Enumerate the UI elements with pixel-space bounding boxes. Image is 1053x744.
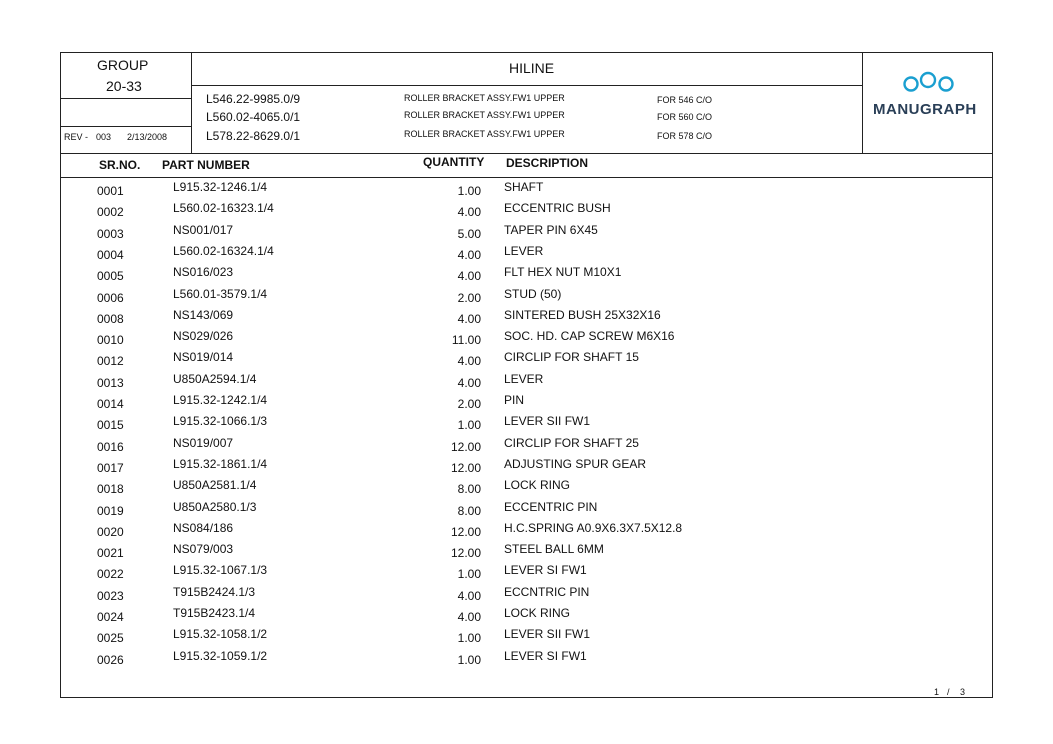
cell-quantity: 1.00 [457,631,481,646]
assembly-description: ROLLER BRACKET ASSY.FW1 UPPER [404,110,565,120]
title-divider [191,85,862,86]
cell-part-number: U850A2580.1/3 [173,499,257,514]
table-row [61,478,994,499]
cell-srno: 0012 [97,354,124,369]
table-row [61,606,994,627]
cell-srno: 0005 [97,269,124,284]
cell-srno: 0002 [97,205,124,220]
cell-description: ECCNTRIC PIN [504,584,590,599]
cell-part-number: L915.32-1861.1/4 [173,456,268,471]
cell-srno: 0006 [97,290,124,305]
assembly-part-number: L578.22-8629.0/1 [206,129,301,143]
column-header-srno: SR.NO. [99,158,141,172]
table-row [61,585,994,606]
cell-description: CIRCLIP FOR SHAFT 25 [504,435,639,450]
cell-srno: 0014 [97,397,124,411]
cell-description: LEVER [504,243,544,258]
column-header-description: DESCRIPTION [506,156,589,170]
cell-part-number: NS001/017 [173,222,234,237]
cell-description: STUD (50) [504,286,562,301]
group-value: 20-33 [106,78,142,94]
cell-quantity: 2.00 [457,397,481,411]
cell-part-number: L915.32-1242.1/4 [173,393,268,407]
cell-part-number: NS029/026 [173,329,234,344]
cell-srno: 0013 [97,375,124,390]
cell-quantity: 1.00 [457,652,481,667]
group-column-divider [191,53,192,153]
cell-part-number: NS084/186 [173,520,234,535]
cell-description: ADJUSTING SPUR GEAR [504,456,647,471]
cell-part-number: T915B2424.1/3 [173,584,256,599]
parts-list-sheet [60,52,993,698]
cell-description: LOCK RING [504,606,571,620]
assembly-description: ROLLER BRACKET ASSY.FW1 UPPER [404,93,565,103]
assembly-description: ROLLER BRACKET ASSY.FW1 UPPER [404,129,565,139]
table-row [61,627,994,648]
cell-quantity: 4.00 [457,354,481,369]
cell-srno: 0022 [97,567,124,582]
cell-srno: 0016 [97,439,124,454]
table-row [61,287,994,308]
cell-quantity: 12.00 [450,460,481,475]
cell-quantity: 1.00 [457,184,481,198]
table-row [61,521,994,542]
cell-srno: 0021 [97,546,124,561]
cell-description: CIRCLIP FOR SHAFT 15 [504,350,639,365]
cell-description: SINTERED BUSH 25X32X16 [504,307,661,322]
cell-srno: 0018 [97,482,124,497]
table-row [61,542,994,563]
cell-srno: 0023 [97,588,124,603]
table-row [61,436,994,457]
cell-part-number: NS079/003 [173,542,234,557]
header-bottom-line [61,153,992,154]
cell-srno: 0024 [97,610,124,624]
page-current: 1 [934,687,940,697]
table-row [61,180,994,201]
rev-label: REV - [64,132,89,142]
cell-part-number: L915.32-1067.1/3 [173,563,268,578]
cell-part-number: U850A2581.1/4 [173,478,257,493]
table-row [61,649,994,670]
cell-quantity: 2.00 [457,290,481,305]
assembly-part-number: L546.22-9985.0/9 [206,92,301,106]
cell-srno: 0019 [97,503,124,518]
cell-part-number: L560.02-16324.1/4 [173,243,274,258]
cell-part-number: L915.32-1066.1/3 [173,414,268,429]
cell-srno: 0001 [97,184,124,198]
cell-quantity: 4.00 [457,205,481,220]
cell-part-number: U850A2594.1/4 [173,371,257,386]
cell-part-number: L915.32-1246.1/4 [173,180,268,194]
table-row [61,457,994,478]
cell-part-number: L915.32-1058.1/2 [173,627,268,642]
cell-description: SOC. HD. CAP SCREW M6X16 [504,329,675,344]
column-header-part-number: PART NUMBER [162,158,250,172]
page-total: 3 [960,687,966,697]
manugraph-logo-icon [902,71,958,93]
cell-srno: 0025 [97,631,124,646]
cell-srno: 0020 [97,524,124,539]
cell-quantity: 8.00 [457,503,481,518]
cell-quantity: 12.00 [450,439,481,454]
cell-description: LEVER SI FW1 [504,648,587,663]
cell-part-number: T915B2423.1/4 [173,606,256,620]
cell-description: LEVER SII FW1 [504,414,591,429]
rev-date: 2/13/2008 [127,132,168,142]
cell-quantity: 4.00 [457,269,481,284]
table-row [61,350,994,371]
table-row [61,244,994,265]
cell-description: PIN [504,393,525,407]
manugraph-logo-text: MANUGRAPH [873,101,977,118]
cell-quantity: 4.00 [457,311,481,326]
cell-srno: 0004 [97,247,124,262]
assembly-part-number: L560.02-4065.0/1 [206,110,301,124]
cell-srno: 0015 [97,418,124,433]
cell-description: ECCENTRIC BUSH [504,201,611,216]
cell-description: LEVER [504,371,544,386]
cell-description: ECCENTRIC PIN [504,499,598,514]
group-divider [61,98,191,99]
cell-quantity: 4.00 [457,247,481,262]
cell-part-number: NS143/069 [173,307,234,322]
document-title: HILINE [509,60,555,76]
cell-quantity: 4.00 [457,610,481,624]
rev-divider [61,126,191,127]
cell-quantity: 8.00 [457,482,481,497]
cell-quantity: 1.00 [457,418,481,433]
cell-description: LEVER SII FW1 [504,627,591,642]
logo-column-divider [862,53,863,153]
cell-part-number: NS019/014 [173,350,234,365]
page-separator: / [947,687,950,697]
table-row [61,414,994,435]
assembly-for: FOR 560 C/O [657,112,713,122]
cell-part-number: NS016/023 [173,265,234,280]
cell-srno: 0010 [97,333,124,348]
rev-number: 003 [96,132,112,142]
cell-quantity: 1.00 [457,567,481,582]
cell-part-number: L560.01-3579.1/4 [173,286,268,301]
cell-part-number: L915.32-1059.1/2 [173,648,268,663]
cell-description: SHAFT [504,180,544,194]
cell-description: H.C.SPRING A0.9X6.3X7.5X12.8 [504,520,683,535]
assembly-for: FOR 578 C/O [657,131,713,141]
cell-quantity: 12.00 [450,546,481,561]
column-header-quantity: QUANTITY [423,155,485,169]
group-label: GROUP [97,57,149,73]
table-row [61,329,994,350]
cell-srno: 0026 [97,652,124,667]
table-row [61,201,994,222]
cell-quantity: 5.00 [457,226,481,241]
cell-quantity: 12.00 [450,524,481,539]
cell-description: STEEL BALL 6MM [504,542,604,557]
cell-quantity: 11.00 [451,333,481,348]
column-header-bottom-line [61,177,992,178]
table-row [61,308,994,329]
cell-part-number: NS019/007 [173,435,234,450]
table-row [61,223,994,244]
cell-srno: 0017 [97,460,124,475]
cell-description: LOCK RING [504,478,571,493]
cell-srno: 0003 [97,226,124,241]
cell-description: FLT HEX NUT M10X1 [504,265,622,280]
table-row [61,393,994,414]
table-row [61,372,994,393]
cell-srno: 0008 [97,311,124,326]
cell-description: TAPER PIN 6X45 [504,222,598,237]
cell-part-number: L560.02-16323.1/4 [173,201,274,216]
table-row [61,500,994,521]
cell-quantity: 4.00 [457,588,481,603]
table-row [61,265,994,286]
table-row [61,563,994,584]
cell-description: LEVER SI FW1 [504,563,587,578]
assembly-for: FOR 546 C/O [657,95,713,105]
cell-quantity: 4.00 [457,375,481,390]
